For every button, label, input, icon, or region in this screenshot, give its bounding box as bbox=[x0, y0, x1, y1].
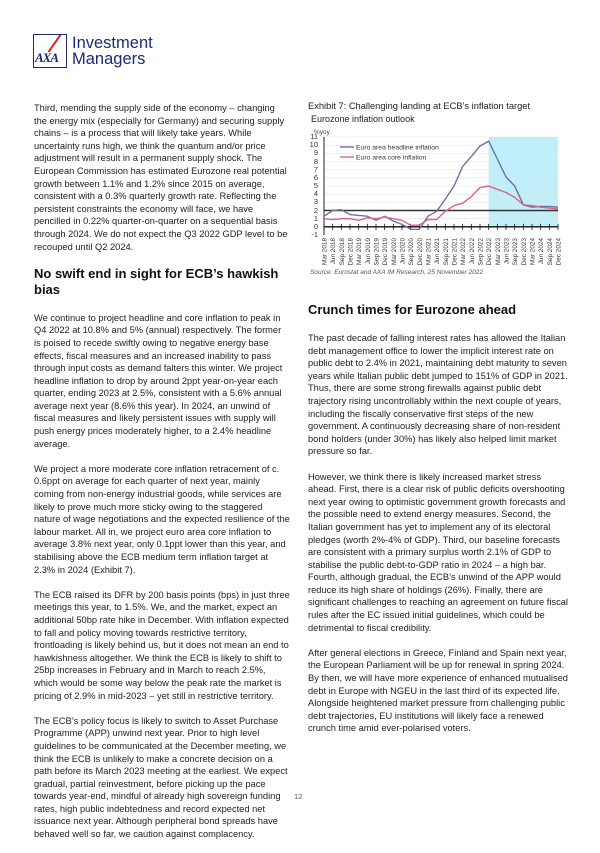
y-axis-tick-label: 6 bbox=[313, 172, 318, 182]
x-axis-tick-label: Sep 2023 bbox=[512, 238, 520, 266]
y-axis-tick-label: 2 bbox=[313, 205, 318, 215]
y-axis-tick-label: 7 bbox=[313, 164, 318, 174]
x-axis-tick-label: Mar 2020 bbox=[390, 238, 398, 265]
forecast-shading bbox=[489, 137, 558, 227]
x-axis-tick-label: Jun 2019 bbox=[364, 238, 372, 265]
axa-logo-mark bbox=[33, 34, 67, 68]
x-axis-tick-label: Jun 2023 bbox=[503, 238, 511, 265]
y-axis-tick-label: -1 bbox=[311, 230, 318, 239]
y-axis-tick-label: 0 bbox=[313, 221, 318, 231]
legend-item: Euro area headline inflation bbox=[356, 144, 439, 152]
paragraph-italian-debt: The past decade of falling interest rates has allowed the Italian debt management office to lower the implicit interest rate on public debt to 2.4% in 2021, maintaining debt maturity to seven years while Italian public debt jumped to 151% of GDP in 2021. Thus, there are some strong firewalls against public debt trajectory rising uncontrollably within the next couple of years, including the fiscally conservative first steps of the new government. A continuously decreasing share of non-resident bond holders (under 30%) has likely also helped limit market pressure so far. bbox=[308, 333, 568, 457]
logo-line-1: Investment bbox=[72, 34, 153, 52]
x-axis-tick-label: Dec 2021 bbox=[451, 238, 459, 266]
x-axis-tick-label: Mar 2019 bbox=[356, 238, 364, 265]
x-axis-tick-label: Dec 2020 bbox=[416, 238, 424, 266]
x-axis-tick-label: Mar 2018 bbox=[321, 238, 329, 265]
x-axis-tick-label: Sep 2019 bbox=[373, 238, 381, 266]
x-axis-tick-label: Mar 2024 bbox=[529, 238, 537, 265]
x-axis-tick-label: Sep 2022 bbox=[477, 238, 485, 266]
right-column bbox=[308, 296, 570, 748]
y-axis-tick-label: 11 bbox=[310, 132, 318, 141]
x-axis-tick-label: Sep 2024 bbox=[546, 238, 554, 266]
axa-im-logo bbox=[33, 34, 153, 68]
x-axis-tick-label: Jun 2018 bbox=[330, 238, 338, 265]
logo-axa-text: AXA bbox=[35, 50, 59, 65]
paragraph-app-unwind: The ECB’s policy focus is likely to switch to Asset Purchase Programme (APP) unwind next year. Prior to high level guidelines to be communicated at the December meeting, we think the ECB is unlikely to make a concrete decision on a path before its March 2023 meeting at the earliest. We expect gradual, partial reinvestment, before picking up the pace towards year-end, mindful of already high sovereign funding rates, high public indebtedness and record expected net issuance next year. Although peripheral bond spreads have behaved well so far, we caution against complacency. bbox=[34, 715, 288, 840]
y-axis-tick-label: 4 bbox=[313, 189, 318, 199]
x-axis-tick-label: Mar 2021 bbox=[425, 238, 433, 265]
x-axis-tick-label: Dec 2018 bbox=[347, 238, 355, 266]
paragraph-market-stress: However, we think there is likely increased market stress ahead. First, there is a clear risk of public deficits overshooting next year owing to optimistic government growth forecasts and the possible need to extend energy measures. Second, the Italian government has yet to implement any of its electoral pledges (worth 2%-4% of GDP). Third, our baseline forecasts are consistent with a primary surplus worth 2.1% of GDP to stabilise the public debt-to-GDP ratio in 2024 – a high bar. Fourth, although gradual, the ECB’s unwind of the APP would reduce its high share of holdings (26%). Finally, there are significant challenges to reaching an agreement on future fiscal rules after the EC issued initial guidelines, which could be detrimental to fiscal credibility. bbox=[308, 471, 568, 633]
page-number: 12 bbox=[294, 792, 303, 801]
y-axis-tick-label: 5 bbox=[313, 181, 318, 190]
x-axis-tick-label: Jun 2021 bbox=[434, 238, 442, 265]
y-axis-tick-label: 3 bbox=[313, 197, 318, 207]
x-axis-tick-label: Dec 2023 bbox=[520, 238, 528, 266]
inflation-line-chart bbox=[300, 125, 590, 266]
y-axis-tick-label: 9 bbox=[313, 148, 318, 158]
exhibit-subtitle: Eurozone inflation outlook bbox=[311, 114, 415, 124]
x-axis-tick-label: Mar 2022 bbox=[460, 238, 468, 265]
x-axis-tick-label: Mar 2023 bbox=[494, 238, 502, 265]
x-axis-tick-label: Dec 2024 bbox=[555, 238, 563, 266]
paragraph-inflation-peak: We continue to project headline and core inflation to peak in Q4 2022 at 10.8% and 5% (annual) respectively. The former is poised to recede swiftly owing to negative energy base effects, fiscal measures and an increased inability to pass through input costs as demand falters this winter. We project headline inflation to drop by around 2ppt year-on-year each quarter, ending 2023 at 2.5%, consistent with a 5.6% annual average next year (8.6% this year). In 2024, an unwind of fiscal measures and likely persistent issues with supply will push energy prices moderately higher, to a 2.4% headline average. bbox=[34, 312, 283, 449]
y-axis-tick-label: 1 bbox=[313, 213, 318, 223]
exhibit-title: Exhibit 7: Challenging landing at ECB’s inflation target bbox=[308, 101, 531, 111]
paragraph-core-inflation: We project a more moderate core inflation retracement of c. 0.6ppt on average for each quarter of next year, mainly coming from non-energy industrial goods, while services are likely to prove much more sticky owing to the staggered nature of wage negotiations and the expected resilience of the labour market. All in, we project euro area core inflation to average 3.8% next year, only 0.1ppt lower than this year, and stabilising above the ECB medium term inflation target at 2.3% in 2024 (Exhibit 7). bbox=[34, 463, 290, 575]
x-axis-tick-label: Sep 2020 bbox=[408, 238, 416, 266]
paragraph-ecb-dfr: The ECB raised its DFR by 200 basis points (bps) in just three meetings this year, to 1.5%. We, and the market, expect an additional 50bp rate hike in December. With inflation expected to fall and policy moving towards restrictive territory, frontloading is likely behind us, but it does not mean an end to hawkishness altogether. We think the ECB is likely to shift to 25bp increases in February and in March to reach 2.5%, which would be some way below the peak rate the market is pricing of 2.9% in mid-2023 – yet still in restrictive territory. bbox=[34, 589, 290, 701]
logo-line-2: Managers bbox=[72, 50, 146, 68]
legend-item: Euro area core inflation bbox=[356, 154, 427, 162]
x-axis-tick-label: Sep 2018 bbox=[338, 238, 346, 266]
logo-wordmark bbox=[72, 35, 153, 67]
y-axis-tick-label: 8 bbox=[313, 156, 318, 166]
left-column bbox=[34, 102, 290, 853]
section-heading-ecb-hawkish: No swift end in sight for ECB’s hawkish bias bbox=[34, 265, 279, 297]
chart-source: Source: Eurostat and AXA IM Research, 25 November 2022 bbox=[310, 269, 483, 276]
x-axis-tick-label: Dec 2019 bbox=[382, 238, 390, 266]
section-heading-crunch-times: Crunch times for Eurozone ahead bbox=[308, 302, 517, 317]
paragraph-supply-side: Third, mending the supply side of the economy – changing the energy mix (especially for Germany) and securing supply chains – is a process that will likely take years. While uncertainty runs high, we think the quantum and/or price adjustment will result in a permanent supply shock. The European Commission has estimated Eurozone real potential growth between 1.1% and 1.2% since 2015 on average, consistent with a 0.3% quarterly growth rate. Reflecting the persistent constraints the economy will face, we have pencilled in 0.22% quarter-on-quarter on a sequential basis through 2024. We do not expect the Q3 2022 GDP level to be recouped until Q2 2024. bbox=[34, 103, 288, 252]
x-axis-tick-label: Jun 2022 bbox=[468, 238, 476, 265]
x-axis-tick-label: Jun 2020 bbox=[399, 238, 407, 265]
y-axis-tick-label: 10 bbox=[309, 140, 318, 150]
x-axis-tick-label: Jun 2024 bbox=[538, 238, 546, 265]
y-axis-unit-label: %yoy bbox=[314, 129, 330, 136]
x-axis-tick-label: Dec 2022 bbox=[486, 238, 494, 266]
paragraph-elections: After general elections in Greece, Finland and Spain next year, the European Parliament will be up for renewal in spring 2024. By then, we will have more experience of enhanced mutualised debt in Europe with NGEU in the last third of its expected life. Alongside heightened market pressure from challenging public debt trajectories, EU institutions will likely face a renewed crunch time amid ever-polarised voters. bbox=[308, 647, 568, 734]
x-axis-tick-label: Sep 2021 bbox=[442, 238, 450, 266]
